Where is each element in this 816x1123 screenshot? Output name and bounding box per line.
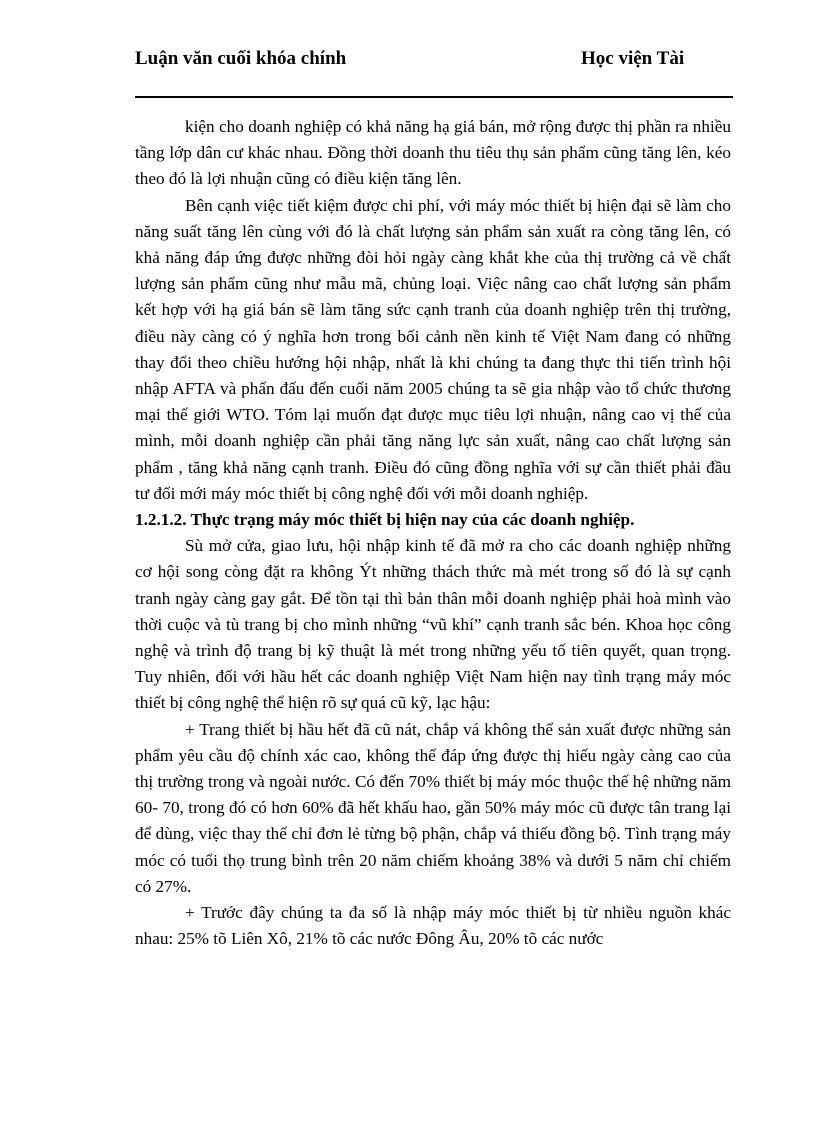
page-header (135, 46, 733, 98)
paragraph-equipment-state: + Trang thiết bị hầu hết đã cũ nát, chắp vá không thể sản xuất được những sản phẩm yêu cầu độ chính xác cao, không thể đáp ứng được thị hiếu ngày càng cao của thị trường trong và ngoài nước. Có đến 70% thiết bị máy móc thuộc thế hệ những năm 60- 70, trong đó có hơn 60% đã hết khấu hao, gần 50% máy móc cũ được tân trang lại để dùng, việc thay thế chỉ đơn lẻ từng bộ phận, chắp vá thiếu đồng bộ. Tình trạng máy móc có tuổi thọ trung bình trên 20 năm chiếm khoảng 38% và dưới 5 năm chỉ chiếm có 27%. (135, 719, 731, 896)
header-left-title: Luận văn cuối khóa chính (135, 48, 347, 69)
paragraph-import-sources: + Trước đây chúng ta đa số là nhập máy móc thiết bị từ nhiều nguồn khác nhau: 25% tõ Liên Xô, 21% tõ các nước Đông Âu, 20% tõ các nước (135, 903, 731, 949)
header-right-title: Học viện Tài (581, 48, 685, 69)
document-body (135, 114, 731, 953)
section-heading: 1.2.1.2. Thực trạng máy móc thiết bị hiện nay của các doanh nghiệp. (135, 510, 635, 530)
paragraph-continuation: kiện cho doanh nghiệp có khả năng hạ giá bán, mở rộng được thị phần ra nhiều tầng lớp dân cư khác nhau. Đồng thời doanh thu tiêu thụ sản phẩm cũng tăng lên, kéo theo đó là lợi nhuận cũng có điều kiện tăng lên. (135, 117, 731, 189)
paragraph-cost-savings: Bên cạnh việc tiết kiệm được chi phí, với máy móc thiết bị hiện đại sẽ làm cho năng suất tăng lên cùng với đó là chất lượng sản phẩm sản xuất ra còng tăng lên, có khả năng đáp ứng được những đòi hỏi ngày càng khắt khe của thị trường cả về chất lượng sản phẩm cũng như mẫu mã, chủng loại. Việc nâng cao chất lượng sản phẩm kết hợp với hạ giá bán sẽ làm tăng sức cạnh tranh của doanh nghiệp trên thị trường, điều này càng có ý nghĩa hơn trong bối cảnh nền kinh tế Việt Nam đang có những thay đổi theo chiều hướng hội nhập, nhất là khi chúng ta đang thực thi tiến trình hội nhập AFTA và phấn đấu đến cuối năm 2005 chúng ta sẽ gia nhập vào tổ chức thương mại thế giới WTO. Tóm lại muốn đạt được mục tiêu lợi nhuận, nâng cao vị thế của mình, mỗi doanh nghiệp cần phải tăng năng lực sản xuất, nâng cao chất lượng sản phẩm , tăng khả năng cạnh tranh. Điều đó cũng đồng nghĩa với sự cần thiết phải đầu tư đổi mới máy móc thiết bị công nghệ đối với mỗi doanh nghiệp. (135, 195, 731, 503)
paragraph-integration: Sù mở cửa, giao lưu, hội nhập kinh tế đã mở ra cho các doanh nghiệp những cơ hội song còng đặt ra không Ýt những thách thức mà mét trong số đó là sự cạnh tranh ngày càng gay gắt. Để tồn tại thì bản thân mỗi doanh nghiệp phải hoà mình vào thời cuộc và tù trang bị cho mình những “vũ khí” cạnh tranh sắc bén. Khoa học công nghệ và trình độ trang bị kỹ thuật là mét trong những yếu tố tiên quyết, quan trọng. Tuy nhiên, đối với hầu hết các doanh nghiệp Việt Nam hiện nay tình trạng máy móc thiết bị công nghệ thể hiện rõ sự quá cũ kỹ, lạc hậu: (135, 536, 731, 713)
